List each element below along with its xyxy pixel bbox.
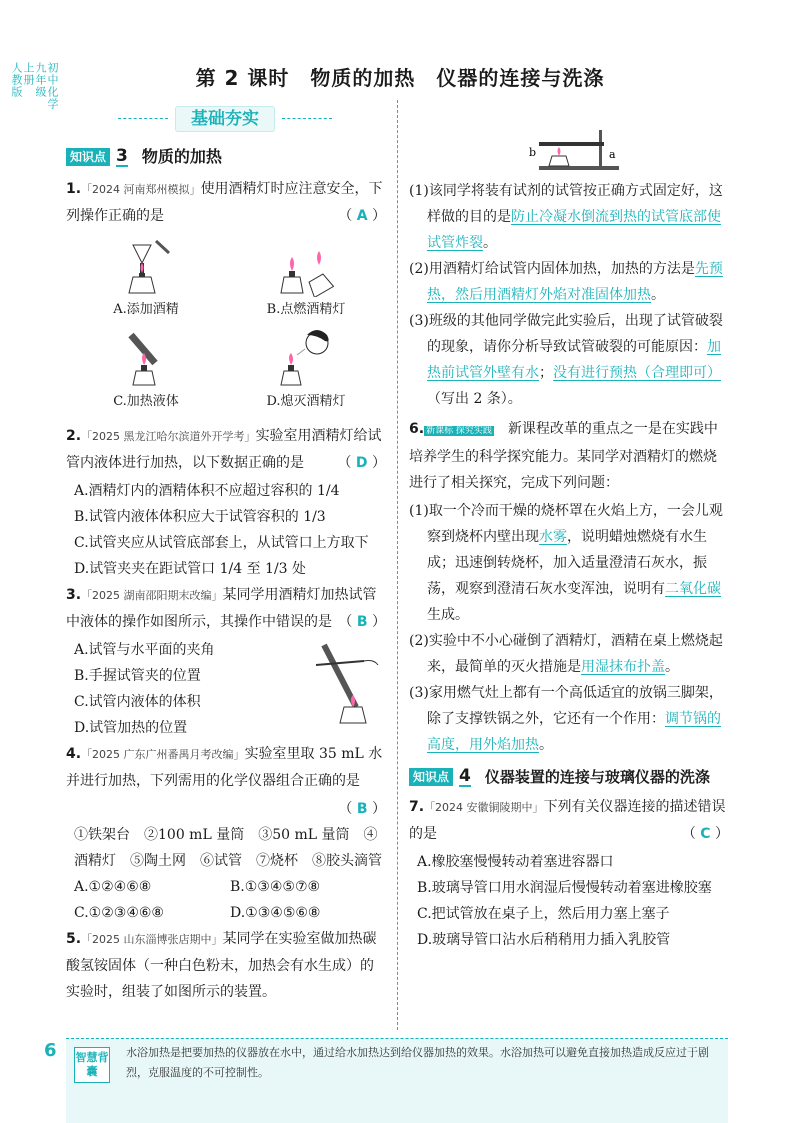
answer: B [356, 614, 368, 630]
question-1 [66, 176, 386, 229]
sub-text: 。 [665, 659, 679, 675]
figure-caption: A.添加酒精 [113, 302, 179, 317]
question-6 [409, 416, 729, 496]
figure-caption: B.点燃酒精灯 [266, 302, 346, 317]
answer: D [355, 455, 368, 471]
q6-sub-3 [409, 680, 729, 758]
apparatus-illustration [409, 130, 729, 178]
sub-text: ； [539, 365, 553, 381]
q6-sub-2 [409, 628, 729, 680]
answer-paren: （ B ） [338, 614, 386, 630]
question-text: 使用酒精灯时应注意安全，下列操作正确的是 [66, 181, 383, 224]
sub-text: 。 [483, 235, 497, 251]
question-source: 「2025 湖南邵阳期末改编」 [81, 589, 223, 602]
sub-text: (1)取一个冷而干燥的烧杯罩在火焰上方，一会儿观察到烧杯内壁出现 [409, 503, 723, 545]
sub-text: 。 [651, 287, 665, 303]
section-banner: 基础夯实 [175, 106, 275, 132]
option: A.酒精灯内的酒精体积不应超过容积的 1/4 [74, 483, 340, 499]
sidebar-subject: 初中化学 [46, 62, 59, 110]
q5-sub-1 [409, 178, 729, 256]
page-title: 第 2 课时 物质的加热 仪器的连接与洗涤 [195, 66, 605, 90]
option: C.把试管放在桌子上，然后用力塞上塞子 [417, 906, 670, 922]
question-source: 「2024 河南郑州模拟」 [81, 183, 201, 196]
option: D.试管加热的位置 [74, 720, 188, 736]
answer-paren: （ D ） [337, 455, 386, 471]
sub-text: (3)班级的其他同学做完此实验后，出现了试管破裂的现象，请你分析导致试管破裂的可能原因： [409, 313, 723, 355]
option: A.①②④⑥⑧ [74, 879, 152, 895]
question-number: 3. [66, 587, 82, 603]
fill-answer: 调节锅的高度，用外焰加热 [427, 711, 721, 753]
question-source: 「2025 广东广州番禺月考改编」 [81, 748, 245, 761]
add-alcohol-illustration [111, 235, 181, 297]
fill-answer: 加热前试管外壁有水 [427, 339, 721, 381]
option: D.①③④⑤⑥⑧ [230, 905, 321, 921]
q5-sub-2 [409, 256, 729, 308]
kp-number: 3 [116, 146, 128, 166]
question-text: 实验室用酒精灯给试管内液体进行加热，以下数据正确的是 [66, 428, 382, 471]
q4-options [66, 874, 386, 926]
answer: A [356, 208, 368, 224]
sidebar-volume: 上册 [22, 62, 35, 86]
question-7 [409, 794, 729, 847]
answer-paren: （ A ） [338, 208, 386, 224]
q6-sub-1 [409, 498, 729, 628]
figure-a [66, 235, 226, 323]
knowledge-point-3 [66, 144, 386, 170]
option: B.试管内液体体积应大于试管容积的 1/3 [74, 509, 326, 525]
figure-b [226, 235, 386, 323]
fill-answer: 防止冷凝水倒流到热的试管底部使试管炸裂 [427, 209, 721, 251]
sub-text: ，说明蜡烛燃烧有水生成；迅速倒转烧杯，加入适量澄清石灰水，振荡，观察到澄清石灰水变浑浊，说明有 [427, 529, 707, 597]
answer-paren: （ B ） [338, 801, 386, 817]
question-text: 实验室里取 35 mL 水并进行加热，下列需用的化学仪器组合正确的是 [66, 746, 383, 789]
new-curriculum-badge: 新课标 探究实践 [426, 426, 492, 436]
question-text: 新课程改革的重点之一是在实践中培养学生的科学探究能力。某同学对酒精灯的燃烧进行了相关探究，完成下列问题： [409, 421, 718, 491]
answer-paren: （ C ） [681, 826, 729, 842]
question-number: 4. [66, 746, 82, 762]
question-number: 5. [66, 931, 82, 947]
question-5 [66, 926, 386, 1005]
question-number: 1. [66, 181, 82, 197]
fill-answer: 用湿抹布扑盖 [581, 659, 665, 675]
question-source: 「2025 山东淄博张店期中」 [81, 933, 223, 946]
question-source: 「2024 安徽铜陵期中」 [424, 801, 544, 814]
left-column [66, 144, 386, 1007]
fill-answer: 水雾 [539, 529, 567, 545]
question-number: 6. [409, 421, 425, 437]
option: B.①③④⑤⑦⑧ [230, 879, 321, 895]
wisdom-tip-box [66, 1038, 728, 1123]
fill-answer: 二氧化碳 [665, 581, 721, 597]
option: C.①②③④⑥⑧ [74, 905, 164, 921]
question-4 [66, 741, 386, 794]
q5-sub-3 [409, 308, 729, 412]
wisdom-tip-text: 水浴加热是把要加热的仪器放在水中，通过给水加热达到给仪器加热的效果。水浴加热可以避免直接加热造成反应过于剧烈，克服温度的不可控制性。 [126, 1046, 709, 1079]
figure-caption: D.熄灭酒精灯 [266, 394, 346, 409]
fill-answer: 先预热，然后用酒精灯外焰对准固体加热 [427, 261, 723, 303]
sidebar-grade: 九年级 [34, 62, 47, 98]
heating-test-tube-illustration [306, 635, 386, 725]
sub-text: 。 [539, 737, 553, 753]
sub-text: (2)用酒精灯给试管内固体加热，加热的方法是 [409, 261, 695, 277]
page-number: 6 [44, 1040, 57, 1061]
question-text: 某同学在实验室做加热碳酸氢铵固体（一种白色粉末，加热会有水生成）的实验时，组装了如图所示的装置。 [66, 931, 377, 1000]
sub-text: (2)实验中不小心碰倒了酒精灯，酒精在桌上燃烧起来，最简单的灭火措施是 [409, 633, 723, 675]
question-3 [66, 582, 386, 635]
figure-caption: C.加热液体 [113, 394, 179, 409]
option: C.试管夹应从试管底部套上，从试管口上方取下 [74, 535, 369, 551]
fill-answer: 没有进行预热（合理即可） [553, 365, 721, 381]
figure-c [66, 327, 226, 415]
wisdom-tip-tag: 智慧背囊 [74, 1047, 110, 1083]
label-a: a [609, 148, 616, 161]
option: A.橡胶塞慢慢转动着塞进容器口 [417, 854, 614, 870]
option: C.试管内液体的体积 [74, 694, 201, 710]
kp-number: 4 [459, 766, 471, 786]
question-source: 「2025 黑龙江哈尔滨道外开学考」 [81, 430, 256, 443]
option: A.试管与水平面的夹角 [74, 642, 215, 658]
light-lamp-illustration [271, 235, 341, 297]
question-text: 某同学用酒精灯加热试管中液体的操作如图所示，其操作中错误的是 [66, 587, 377, 630]
q1-figures [66, 235, 386, 415]
option: D.试管夹夹在距试管口 1/4 至 1/3 处 [74, 561, 307, 577]
right-column [409, 146, 729, 953]
question-text: 下列有关仪器连接的描述错误的是 [409, 799, 726, 842]
kp-tag: 知识点 [409, 768, 453, 786]
knowledge-point-4 [409, 766, 729, 788]
label-b: b [529, 146, 537, 159]
question-2 [66, 423, 386, 476]
kp-tag: 知识点 [66, 148, 110, 166]
option: B.玻璃导管口用水润湿后慢慢转动着塞进橡胶塞 [417, 880, 712, 896]
question-number: 7. [409, 799, 425, 815]
answer: B [356, 801, 368, 817]
option: B.手握试管夹的位置 [74, 668, 201, 684]
answer: C [700, 826, 711, 842]
instrument-list: ①铁架台 ②100 mL 量筒 ③50 mL 量筒 ④酒精灯 ⑤陶土网 ⑥试管 ⑦烧杯 ⑧胶头滴管 [74, 827, 382, 869]
q3-options [66, 637, 386, 741]
kp-title: 仪器装置的连接与玻璃仪器的洗涤 [484, 768, 710, 786]
sub-text: (3)家用燃气灶上都有一个高低适宜的放锅三脚架，除了支撑铁锅之外，它还有一个作用： [409, 685, 723, 727]
option: D.玻璃导管口沾水后稍稍用力插入乳胶管 [417, 932, 671, 948]
heat-liquid-illustration [111, 327, 181, 389]
question-number: 2. [66, 428, 82, 444]
figure-d [226, 327, 386, 415]
sub-text: (1)该同学将装有试剂的试管按正确方式固定好，这样做的目的是 [409, 183, 723, 225]
column-divider [397, 100, 398, 1030]
sub-text: （写出 2 条）。 [427, 391, 522, 407]
blow-out-lamp-illustration [271, 327, 341, 389]
sub-text: 生成。 [427, 607, 469, 623]
sidebar-edition: 人教版 [10, 62, 23, 98]
kp-title: 物质的加热 [141, 147, 222, 166]
